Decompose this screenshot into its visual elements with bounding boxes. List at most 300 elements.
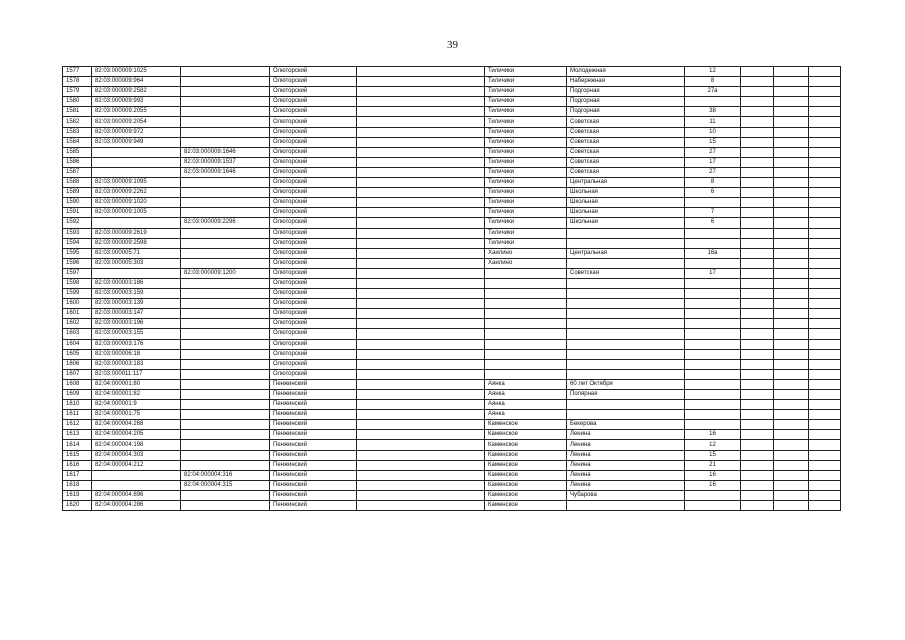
district-cell: Олюторский xyxy=(270,77,357,87)
cadastral-number-alt-cell xyxy=(181,349,270,359)
cadastral-number-alt-cell xyxy=(181,228,270,238)
street-cell xyxy=(567,299,685,309)
cadastral-number-cell: 82:03:000003:183 xyxy=(92,359,181,369)
empty-cell xyxy=(357,480,485,490)
empty-cell xyxy=(741,147,774,157)
settlement-cell: Тиличики xyxy=(485,157,567,167)
cadastral-number-cell: 82:03:000009:2582 xyxy=(92,87,181,97)
cadastral-number-alt-cell xyxy=(181,420,270,430)
settlement-cell xyxy=(485,278,567,288)
district-cell: Пенжинский xyxy=(270,410,357,420)
empty-cell xyxy=(809,127,841,137)
table-row xyxy=(63,299,841,309)
empty-cell xyxy=(741,198,774,208)
district-cell: Олюторский xyxy=(270,369,357,379)
row-number-cell: 1611 xyxy=(63,410,92,420)
table-row xyxy=(63,188,841,198)
row-number-cell: 1614 xyxy=(63,440,92,450)
street-cell xyxy=(567,309,685,319)
district-cell: Олюторский xyxy=(270,268,357,278)
cadastral-number-alt-cell xyxy=(181,440,270,450)
street-cell: Подгорная xyxy=(567,87,685,97)
row-number-cell: 1599 xyxy=(63,289,92,299)
table-row xyxy=(63,460,841,470)
cadastral-number-alt-cell xyxy=(181,450,270,460)
house-number-cell: 8 xyxy=(685,77,741,87)
empty-cell xyxy=(741,289,774,299)
row-number-cell: 1617 xyxy=(63,470,92,480)
empty-cell xyxy=(774,157,809,167)
empty-cell xyxy=(741,188,774,198)
street-cell: 60 лет Октября xyxy=(567,379,685,389)
empty-cell xyxy=(809,157,841,167)
house-number-cell: 8 xyxy=(685,178,741,188)
street-cell xyxy=(567,289,685,299)
cadastral-number-cell: 82:03:000003:196 xyxy=(92,319,181,329)
row-number-cell: 1616 xyxy=(63,460,92,470)
table-row xyxy=(63,410,841,420)
street-cell: Советская xyxy=(567,167,685,177)
empty-cell xyxy=(357,248,485,258)
cadastral-number-alt-cell xyxy=(181,77,270,87)
row-number-cell: 1610 xyxy=(63,400,92,410)
cadastral-number-cell: 82:03:000009:993 xyxy=(92,97,181,107)
table-row xyxy=(63,97,841,107)
empty-cell xyxy=(357,238,485,248)
empty-cell xyxy=(774,480,809,490)
row-number-cell: 1583 xyxy=(63,127,92,137)
cadastral-number-alt-cell: 82:04:000004:316 xyxy=(181,470,270,480)
street-cell xyxy=(567,228,685,238)
empty-cell xyxy=(774,258,809,268)
cadastral-number-alt-cell xyxy=(181,319,270,329)
settlement-cell: Аянка xyxy=(485,390,567,400)
cadastral-number-cell: 82:03:000009:2619 xyxy=(92,228,181,238)
table-row xyxy=(63,238,841,248)
row-number-cell: 1588 xyxy=(63,178,92,188)
street-cell: Советская xyxy=(567,127,685,137)
street-cell: Ленина xyxy=(567,440,685,450)
settlement-cell: Тиличики xyxy=(485,147,567,157)
settlement-cell: Тиличики xyxy=(485,137,567,147)
house-number-cell xyxy=(685,369,741,379)
table-row xyxy=(63,178,841,188)
district-cell: Олюторский xyxy=(270,127,357,137)
empty-cell xyxy=(357,309,485,319)
house-number-cell: 6 xyxy=(685,218,741,228)
street-cell: Ленина xyxy=(567,470,685,480)
empty-cell xyxy=(357,107,485,117)
row-number-cell: 1586 xyxy=(63,157,92,167)
empty-cell xyxy=(741,117,774,127)
empty-cell xyxy=(357,369,485,379)
empty-cell xyxy=(741,137,774,147)
cadastral-number-alt-cell xyxy=(181,127,270,137)
empty-cell xyxy=(357,339,485,349)
street-cell: Ленина xyxy=(567,480,685,490)
settlement-cell: Аянка xyxy=(485,400,567,410)
house-number-cell xyxy=(685,339,741,349)
row-number-cell: 1605 xyxy=(63,349,92,359)
empty-cell xyxy=(741,97,774,107)
cadastral-number-alt-cell xyxy=(181,379,270,389)
cadastral-number-cell xyxy=(92,218,181,228)
row-number-cell: 1582 xyxy=(63,117,92,127)
district-cell: Олюторский xyxy=(270,147,357,157)
empty-cell xyxy=(809,490,841,500)
cadastral-number-cell: 82:04:000004:212 xyxy=(92,460,181,470)
district-cell: Олюторский xyxy=(270,349,357,359)
row-number-cell: 1584 xyxy=(63,137,92,147)
row-number-cell: 1606 xyxy=(63,359,92,369)
district-cell: Олюторский xyxy=(270,228,357,238)
row-number-cell: 1581 xyxy=(63,107,92,117)
empty-cell xyxy=(809,309,841,319)
cadastral-number-alt-cell xyxy=(181,289,270,299)
street-cell: Советская xyxy=(567,157,685,167)
empty-cell xyxy=(809,440,841,450)
empty-cell xyxy=(741,490,774,500)
cadastral-number-alt-cell xyxy=(181,309,270,319)
house-number-cell xyxy=(685,490,741,500)
table-row xyxy=(63,278,841,288)
row-number-cell: 1602 xyxy=(63,319,92,329)
empty-cell xyxy=(774,97,809,107)
district-cell: Олюторский xyxy=(270,218,357,228)
district-cell: Пенжинский xyxy=(270,430,357,440)
empty-cell xyxy=(809,319,841,329)
house-number-cell: 15 xyxy=(685,450,741,460)
district-cell: Олюторский xyxy=(270,137,357,147)
empty-cell xyxy=(357,490,485,500)
row-number-cell: 1598 xyxy=(63,278,92,288)
settlement-cell xyxy=(485,349,567,359)
cadastral-number-cell: 82:04:000004:286 xyxy=(92,501,181,511)
cadastral-number-alt-cell xyxy=(181,410,270,420)
table-row xyxy=(63,450,841,460)
empty-cell xyxy=(774,228,809,238)
settlement-cell: Каменское xyxy=(485,480,567,490)
street-cell: Советская xyxy=(567,117,685,127)
cadastral-number-cell: 82:03:000003:159 xyxy=(92,289,181,299)
empty-cell xyxy=(774,430,809,440)
empty-cell xyxy=(357,208,485,218)
cadastral-number-cell xyxy=(92,147,181,157)
house-number-cell: 16 xyxy=(685,480,741,490)
settlement-cell: Тиличики xyxy=(485,167,567,177)
empty-cell xyxy=(741,480,774,490)
cadastral-number-cell: 82:03:000005:303 xyxy=(92,258,181,268)
empty-cell xyxy=(741,379,774,389)
table-row xyxy=(63,87,841,97)
empty-cell xyxy=(741,268,774,278)
street-cell: Подгорная xyxy=(567,107,685,117)
cadastral-number-cell: 82:04:000004:205 xyxy=(92,430,181,440)
settlement-cell: Тиличики xyxy=(485,97,567,107)
row-number-cell: 1592 xyxy=(63,218,92,228)
empty-cell xyxy=(357,501,485,511)
empty-cell xyxy=(809,390,841,400)
house-number-cell xyxy=(685,329,741,339)
table-row xyxy=(63,359,841,369)
empty-cell xyxy=(809,359,841,369)
settlement-cell: Каменское xyxy=(485,501,567,511)
empty-cell xyxy=(774,248,809,258)
empty-cell xyxy=(357,258,485,268)
table-row xyxy=(63,490,841,500)
cadastral-number-cell xyxy=(92,157,181,167)
settlement-cell xyxy=(485,369,567,379)
cadastral-number-cell: 82:04:000001:82 xyxy=(92,390,181,400)
empty-cell xyxy=(357,117,485,127)
house-number-cell: 27а xyxy=(685,87,741,97)
cadastral-number-alt-cell: 82:03:000009:1537 xyxy=(181,157,270,167)
street-cell xyxy=(567,400,685,410)
empty-cell xyxy=(809,238,841,248)
empty-cell xyxy=(809,278,841,288)
street-cell xyxy=(567,258,685,268)
cadastral-number-alt-cell: 82:03:000009:1646 xyxy=(181,167,270,177)
cadastral-number-alt-cell: 82:03:000009:2296 xyxy=(181,218,270,228)
table-row xyxy=(63,268,841,278)
settlement-cell: Каменское xyxy=(485,440,567,450)
empty-cell xyxy=(741,400,774,410)
cadastral-number-alt-cell xyxy=(181,97,270,107)
cadastral-number-cell: 82:03:000009:2262 xyxy=(92,188,181,198)
row-number-cell: 1603 xyxy=(63,329,92,339)
empty-cell xyxy=(357,268,485,278)
empty-cell xyxy=(741,390,774,400)
empty-cell xyxy=(774,420,809,430)
district-cell: Пенжинский xyxy=(270,501,357,511)
empty-cell xyxy=(357,420,485,430)
row-number-cell: 1613 xyxy=(63,430,92,440)
cadastral-number-cell: 82:04:000001:80 xyxy=(92,379,181,389)
empty-cell xyxy=(809,107,841,117)
empty-cell xyxy=(774,289,809,299)
table-row xyxy=(63,198,841,208)
row-number-cell: 1593 xyxy=(63,228,92,238)
empty-cell xyxy=(741,460,774,470)
empty-cell xyxy=(809,258,841,268)
street-cell: Ленина xyxy=(567,430,685,440)
district-cell: Олюторский xyxy=(270,167,357,177)
empty-cell xyxy=(809,248,841,258)
empty-cell xyxy=(809,470,841,480)
empty-cell xyxy=(741,420,774,430)
empty-cell xyxy=(741,339,774,349)
row-number-cell: 1577 xyxy=(63,67,92,77)
district-cell: Олюторский xyxy=(270,289,357,299)
district-cell: Олюторский xyxy=(270,97,357,107)
empty-cell xyxy=(774,67,809,77)
cadastral-number-alt-cell xyxy=(181,490,270,500)
empty-cell xyxy=(774,390,809,400)
empty-cell xyxy=(741,258,774,268)
empty-cell xyxy=(741,208,774,218)
cadastral-number-alt-cell xyxy=(181,117,270,127)
empty-cell xyxy=(357,157,485,167)
table-row xyxy=(63,167,841,177)
table-row xyxy=(63,248,841,258)
settlement-cell: Тиличики xyxy=(485,218,567,228)
house-number-cell xyxy=(685,379,741,389)
empty-cell xyxy=(774,410,809,420)
table-row xyxy=(63,258,841,268)
empty-cell xyxy=(741,349,774,359)
row-number-cell: 1594 xyxy=(63,238,92,248)
house-number-cell xyxy=(685,228,741,238)
house-number-cell: 10 xyxy=(685,127,741,137)
street-cell: Школьная xyxy=(567,188,685,198)
street-cell: Центральная xyxy=(567,178,685,188)
empty-cell xyxy=(357,137,485,147)
cadastral-number-alt-cell xyxy=(181,198,270,208)
empty-cell xyxy=(357,178,485,188)
empty-cell xyxy=(741,238,774,248)
row-number-cell: 1596 xyxy=(63,258,92,268)
house-number-cell xyxy=(685,198,741,208)
settlement-cell: Тиличики xyxy=(485,228,567,238)
empty-cell xyxy=(357,319,485,329)
empty-cell xyxy=(774,178,809,188)
house-number-cell: 15 xyxy=(685,137,741,147)
cadastral-number-cell: 82:04:000004:303 xyxy=(92,450,181,460)
district-cell: Олюторский xyxy=(270,107,357,117)
cadastral-number-alt-cell xyxy=(181,208,270,218)
street-cell xyxy=(567,410,685,420)
table-row xyxy=(63,430,841,440)
empty-cell xyxy=(741,77,774,87)
empty-cell xyxy=(357,410,485,420)
district-cell: Олюторский xyxy=(270,67,357,77)
empty-cell xyxy=(774,208,809,218)
district-cell: Пенжинский xyxy=(270,460,357,470)
house-number-cell xyxy=(685,390,741,400)
house-number-cell: 11 xyxy=(685,117,741,127)
empty-cell xyxy=(809,228,841,238)
empty-cell xyxy=(357,440,485,450)
settlement-cell xyxy=(485,309,567,319)
settlement-cell xyxy=(485,339,567,349)
settlement-cell: Каменское xyxy=(485,420,567,430)
district-cell: Олюторский xyxy=(270,309,357,319)
district-cell: Пенжинский xyxy=(270,470,357,480)
house-number-cell xyxy=(685,289,741,299)
table-row xyxy=(63,309,841,319)
street-cell: Центральная xyxy=(567,248,685,258)
street-cell: Подгорная xyxy=(567,97,685,107)
table-row xyxy=(63,349,841,359)
house-number-cell: 27 xyxy=(685,167,741,177)
street-cell: Молодежная xyxy=(567,67,685,77)
empty-cell xyxy=(809,208,841,218)
house-number-cell: 16а xyxy=(685,248,741,258)
empty-cell xyxy=(809,420,841,430)
empty-cell xyxy=(809,117,841,127)
settlement-cell: Тиличики xyxy=(485,127,567,137)
district-cell: Олюторский xyxy=(270,238,357,248)
house-number-cell: 12 xyxy=(685,440,741,450)
empty-cell xyxy=(809,147,841,157)
empty-cell xyxy=(809,268,841,278)
table-row xyxy=(63,289,841,299)
empty-cell xyxy=(774,77,809,87)
empty-cell xyxy=(774,400,809,410)
empty-cell xyxy=(774,278,809,288)
street-cell: Ленина xyxy=(567,460,685,470)
row-number-cell: 1618 xyxy=(63,480,92,490)
settlement-cell: Каменское xyxy=(485,470,567,480)
empty-cell xyxy=(809,167,841,177)
row-number-cell: 1597 xyxy=(63,268,92,278)
empty-cell xyxy=(809,369,841,379)
empty-cell xyxy=(357,188,485,198)
house-number-cell xyxy=(685,309,741,319)
cadastral-number-alt-cell xyxy=(181,390,270,400)
settlement-cell: Каменское xyxy=(485,430,567,440)
cadastral-number-alt-cell: 82:04:000004:315 xyxy=(181,480,270,490)
empty-cell xyxy=(357,390,485,400)
empty-cell xyxy=(741,167,774,177)
empty-cell xyxy=(774,349,809,359)
empty-cell xyxy=(357,400,485,410)
cadastral-number-alt-cell xyxy=(181,278,270,288)
empty-cell xyxy=(809,97,841,107)
empty-cell xyxy=(741,107,774,117)
empty-cell xyxy=(774,238,809,248)
cadastral-number-cell: 82:03:000009:964 xyxy=(92,77,181,87)
row-number-cell: 1608 xyxy=(63,379,92,389)
empty-cell xyxy=(741,359,774,369)
table-row xyxy=(63,127,841,137)
cadastral-number-cell: 82:03:000003:176 xyxy=(92,339,181,349)
table-row xyxy=(63,379,841,389)
house-number-cell xyxy=(685,400,741,410)
settlement-cell: Аянка xyxy=(485,410,567,420)
empty-cell xyxy=(357,77,485,87)
empty-cell xyxy=(357,127,485,137)
empty-cell xyxy=(357,228,485,238)
street-cell: Советская xyxy=(567,268,685,278)
empty-cell xyxy=(809,289,841,299)
district-cell: Олюторский xyxy=(270,188,357,198)
cadastral-number-cell: 82:04:000004:896 xyxy=(92,490,181,500)
settlement-cell: Тиличики xyxy=(485,238,567,248)
empty-cell xyxy=(741,278,774,288)
empty-cell xyxy=(809,299,841,309)
district-cell: Олюторский xyxy=(270,329,357,339)
table-row xyxy=(63,228,841,238)
empty-cell xyxy=(774,137,809,147)
house-number-cell: 16 xyxy=(685,470,741,480)
empty-cell xyxy=(809,178,841,188)
empty-cell xyxy=(741,470,774,480)
settlement-cell xyxy=(485,359,567,369)
cadastral-number-cell: 82:03:000009:2054 xyxy=(92,117,181,127)
empty-cell xyxy=(809,67,841,77)
cadastral-number-cell: 82:03:000003:139 xyxy=(92,299,181,309)
empty-cell xyxy=(357,198,485,208)
settlement-cell: Тиличики xyxy=(485,117,567,127)
street-cell: Бекерова xyxy=(567,420,685,430)
cadastral-number-alt-cell: 82:03:000009:1646 xyxy=(181,147,270,157)
table-row xyxy=(63,77,841,87)
table-row xyxy=(63,501,841,511)
row-number-cell: 1619 xyxy=(63,490,92,500)
settlement-cell: Тиличики xyxy=(485,67,567,77)
cadastral-number-cell xyxy=(92,167,181,177)
